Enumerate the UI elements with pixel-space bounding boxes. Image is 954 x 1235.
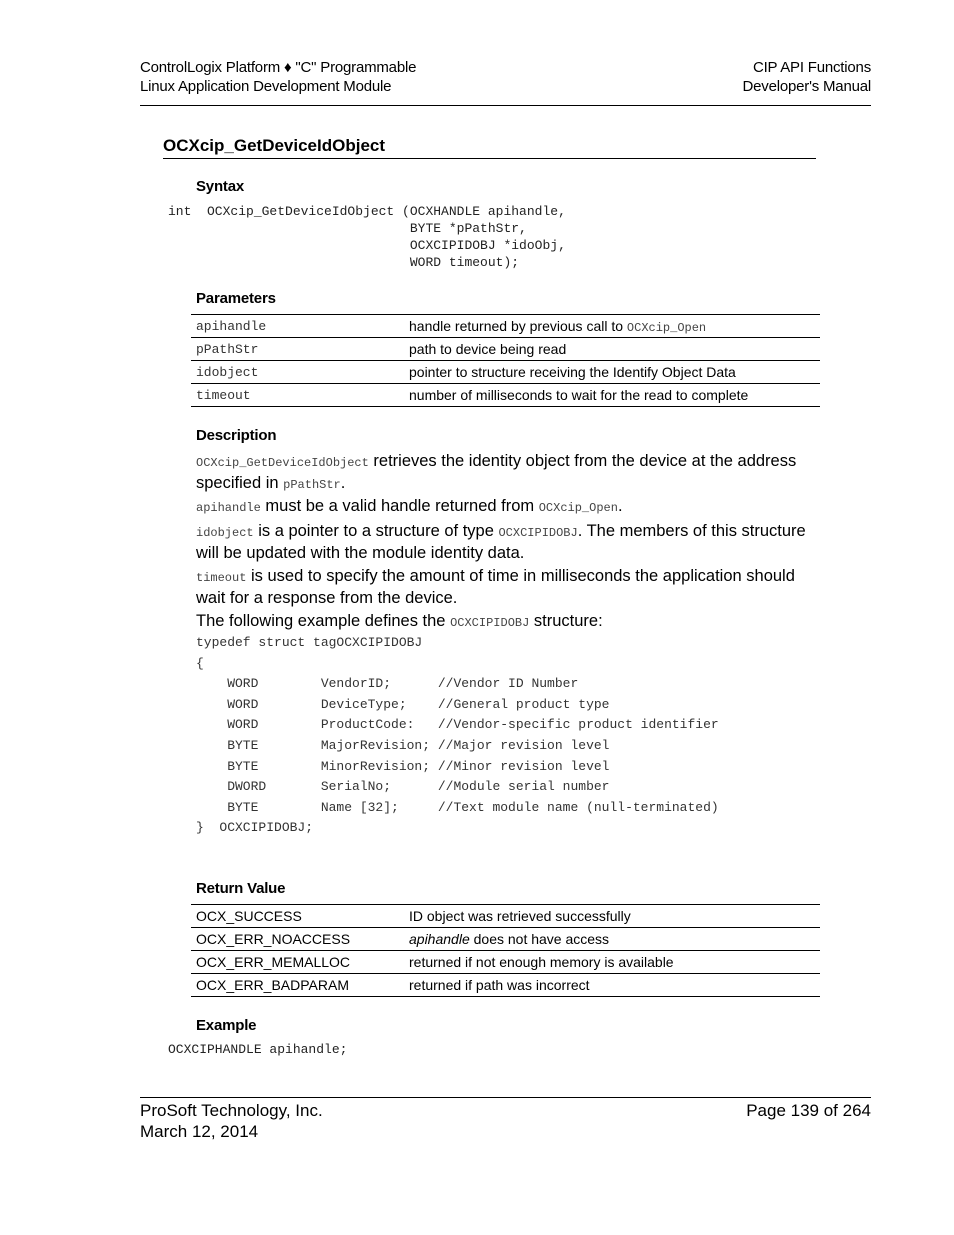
param-desc: number of milliseconds to wait for the read to complete <box>404 384 820 407</box>
return-desc: returned if not enough memory is available <box>404 951 820 974</box>
description-paragraph-5 <box>196 611 806 633</box>
description-heading: Description <box>196 427 277 444</box>
syntax-line: BYTE *pPathStr, <box>168 221 527 236</box>
page-footer <box>140 1097 871 1141</box>
page-header <box>140 56 871 106</box>
code-line: BYTE MinorRevision; //Minor revision level <box>196 758 610 774</box>
paragraph-text: . <box>340 474 346 492</box>
table-row <box>191 315 820 338</box>
inline-code: OCXcip_GetDeviceIdObject <box>196 456 369 470</box>
inline-code: OCXcip_Open <box>538 501 618 515</box>
description-paragraph-1 <box>196 451 806 495</box>
paragraph-text: . <box>617 497 623 515</box>
paragraph-text: structure: <box>529 612 603 630</box>
param-name: idobject <box>191 361 404 384</box>
footer-page-number: Page 139 of 264 <box>746 1101 871 1120</box>
code-line: WORD VendorID; //Vendor ID Number <box>196 676 579 692</box>
header-product-line: ControlLogix Platform ♦ "C" Programmable <box>140 59 417 76</box>
inline-code: idobject <box>196 526 254 540</box>
header-chapter: CIP API Functions <box>752 59 871 76</box>
syntax-line: WORD timeout); <box>168 255 520 270</box>
paragraph-text: must be a valid handle returned from <box>260 497 539 515</box>
paragraph-text: retrieves the identity object from the device at the address specified in <box>196 452 797 492</box>
header-right <box>743 58 872 96</box>
param-name: pPathStr <box>191 338 404 361</box>
param-desc: pointer to structure receiving the Identify Object Data <box>404 361 820 384</box>
footer-date: March 12, 2014 <box>140 1122 259 1141</box>
table-row <box>191 928 820 951</box>
table-row <box>191 974 820 997</box>
code-line: WORD DeviceType; //General product type <box>196 696 610 712</box>
syntax-code <box>168 203 566 271</box>
table-row <box>191 361 820 384</box>
struct-code-block <box>196 633 719 839</box>
param-desc-text: handle returned by previous call to <box>409 317 627 334</box>
paragraph-text: is used to specify the amount of time in milliseconds the application should wait for a response from the device. <box>196 567 795 607</box>
param-name: timeout <box>191 384 404 407</box>
syntax-heading: Syntax <box>196 178 244 195</box>
inline-code: OCXCIPIDOBJ <box>450 616 530 630</box>
return-desc-emphasis: apihandle <box>409 931 470 947</box>
parameters-heading: Parameters <box>196 290 276 307</box>
function-title: OCXcip_GetDeviceIdObject <box>163 135 816 159</box>
return-value-table <box>191 904 820 997</box>
inline-code: pPathStr <box>283 478 341 492</box>
table-row <box>191 951 820 974</box>
syntax-line: int OCXcip_GetDeviceIdObject (OCXHANDLE apihandle, <box>168 204 566 219</box>
return-code: OCX_SUCCESS <box>191 905 404 928</box>
return-desc-text: does not have access <box>469 931 610 947</box>
return-desc: returned if path was incorrect <box>404 974 820 997</box>
table-row <box>191 384 820 407</box>
paragraph-text: The following example defines the <box>196 612 451 630</box>
return-code: OCX_ERR_NOACCESS <box>191 928 404 951</box>
param-name: apihandle <box>191 315 404 338</box>
footer-company: ProSoft Technology, Inc. <box>140 1101 323 1120</box>
paragraph-text: . The members of this structure will be updated with the module identity data. <box>196 522 806 562</box>
return-desc <box>404 928 820 951</box>
parameters-table <box>191 314 820 407</box>
code-line: { <box>196 655 204 671</box>
inline-code: OCXCIPIDOBJ <box>498 526 578 540</box>
paragraph-text: is a pointer to a structure of type <box>253 522 499 540</box>
code-line: } OCXCIPIDOBJ; <box>196 820 314 836</box>
param-desc-code: OCXcip_Open <box>626 320 707 335</box>
syntax-line: OCXCIPIDOBJ *idoObj, <box>168 238 566 253</box>
inline-code: timeout <box>196 571 247 585</box>
description-paragraph-4 <box>196 566 806 608</box>
code-line: typedef struct tagOCXCIPIDOBJ <box>196 635 423 650</box>
header-left <box>140 58 416 96</box>
header-manual: Developer's Manual <box>742 78 871 95</box>
param-desc <box>404 315 820 338</box>
param-desc: path to device being read <box>404 338 820 361</box>
table-row <box>191 905 820 928</box>
example-code: OCXCIPHANDLE apihandle; <box>168 1042 348 1057</box>
code-line: BYTE Name [32]; //Text module name (null-terminated) <box>196 799 719 815</box>
table-row <box>191 338 820 361</box>
description-paragraph-3 <box>196 521 806 563</box>
code-line: BYTE MajorRevision; //Major revision level <box>196 737 610 753</box>
return-code: OCX_ERR_MEMALLOC <box>191 951 404 974</box>
return-code: OCX_ERR_BADPARAM <box>191 974 404 997</box>
description-paragraph-2 <box>196 496 806 518</box>
return-desc: ID object was retrieved successfully <box>404 905 820 928</box>
code-line: DWORD SerialNo; //Module serial number <box>196 779 610 795</box>
return-value-heading: Return Value <box>196 880 286 897</box>
code-line: WORD ProductCode: //Vendor-specific product identifier <box>196 717 719 733</box>
header-module-line: Linux Application Development Module <box>140 78 392 95</box>
example-heading: Example <box>196 1017 257 1034</box>
inline-code: apihandle <box>196 501 261 515</box>
footer-left <box>140 1100 323 1142</box>
